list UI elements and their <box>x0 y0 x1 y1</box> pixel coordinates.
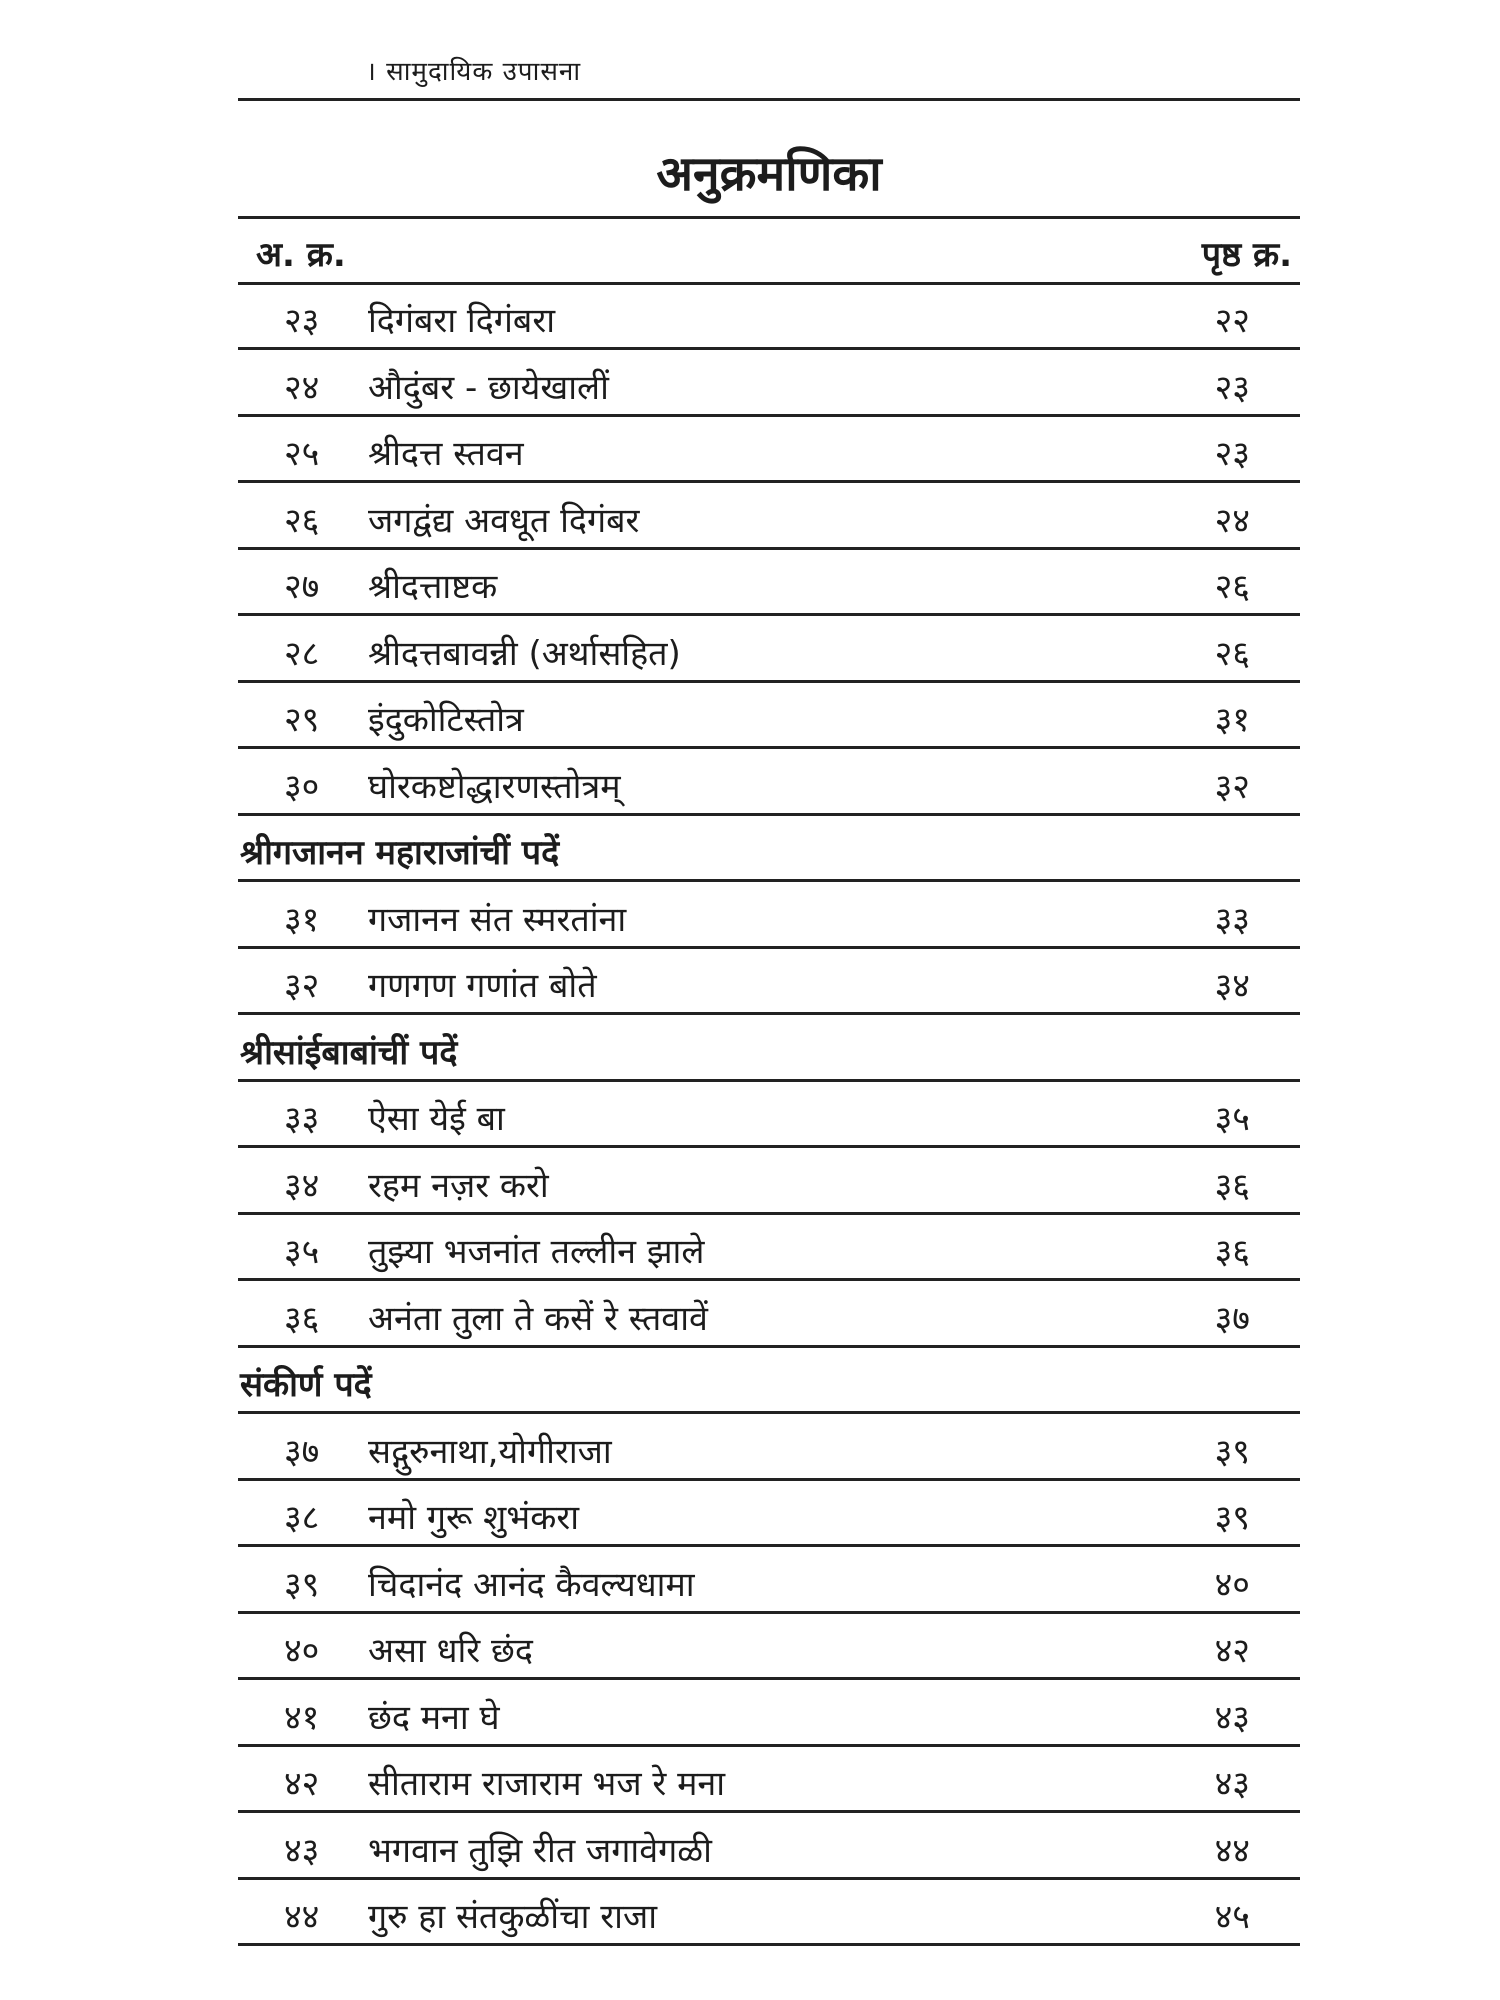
entry-page-number: ४२ <box>1214 1631 1250 1671</box>
entry-title: श्रीदत्ताष्टक <box>368 567 498 607</box>
toc-entry <box>238 1681 1300 1747</box>
entry-page-number: २२ <box>1214 301 1250 341</box>
entry-title: दिगंबरा दिगंबरा <box>368 301 556 341</box>
header-rule <box>238 98 1300 101</box>
serial-column-header: अ. क्र. <box>256 235 346 275</box>
entry-page-number: ३७ <box>1214 1298 1250 1339</box>
toc-entry <box>238 949 1300 1015</box>
entry-number: ३८ <box>284 1498 320 1538</box>
entry-title: गुरु हा संतकुळींचा राजा <box>368 1897 658 1937</box>
entry-title: जगद्वंद्य अवधूत दिगंबर <box>368 500 640 541</box>
entry-title: भगवान तुझि रीत जगावेगळी <box>368 1830 712 1871</box>
entry-number: ३५ <box>284 1232 320 1272</box>
section-heading-label: श्रीगजानन महाराजांचीं पदें <box>240 833 560 873</box>
section-heading <box>238 1016 1300 1082</box>
entry-page-number: ४० <box>1214 1564 1250 1605</box>
entry-number: ३३ <box>284 1099 320 1139</box>
entry-title: नमो गुरू शुभंकरा <box>368 1498 580 1538</box>
entry-page-number: ३६ <box>1214 1165 1250 1206</box>
toc-entry <box>238 1082 1300 1148</box>
toc-entry <box>238 1415 1300 1481</box>
entry-number: ३४ <box>284 1165 320 1206</box>
toc-entry <box>238 1149 1300 1215</box>
entry-number: २६ <box>284 500 320 541</box>
entry-number: ४० <box>284 1631 320 1671</box>
entry-title: गणगण गणांत बोते <box>368 966 597 1006</box>
entry-page-number: ३९ <box>1214 1431 1250 1472</box>
section-heading-label: श्रीसांईबाबांचीं पदें <box>240 1032 458 1073</box>
toc-page <box>238 0 1300 2000</box>
entry-number: २९ <box>284 700 320 740</box>
entry-number: २४ <box>284 367 320 408</box>
toc-entry <box>238 284 1300 350</box>
entry-page-number: २४ <box>1214 500 1250 541</box>
entry-page-number: ३९ <box>1214 1498 1250 1538</box>
entry-number: ३६ <box>284 1298 320 1339</box>
entry-page-number: ३२ <box>1214 766 1250 807</box>
entry-number: ३२ <box>284 966 320 1006</box>
section-heading <box>238 1348 1300 1414</box>
entry-number: २५ <box>284 434 320 474</box>
entry-number: ४४ <box>284 1897 320 1937</box>
entry-title: रहम नज़र करो <box>368 1165 549 1206</box>
toc-entry <box>238 617 1300 683</box>
entry-title: चिदानंद आनंद कैवल्यधामा <box>368 1564 695 1605</box>
entry-title: अनंता तुला ते कसें रे स्तवावें <box>368 1298 708 1339</box>
toc-entry <box>238 1880 1300 1946</box>
toc-entry <box>238 1614 1300 1680</box>
toc-entry <box>238 1481 1300 1547</box>
section-heading-label: संकीर्ण पदें <box>240 1365 372 1405</box>
toc-entry <box>238 1215 1300 1281</box>
entry-title: श्रीदत्त स्तवन <box>368 434 524 474</box>
entry-title: सीताराम राजाराम भज रे मना <box>368 1764 726 1804</box>
entry-number: ३० <box>284 766 320 807</box>
entry-number: ३१ <box>284 899 320 940</box>
entry-page-number: ४३ <box>1214 1764 1250 1804</box>
running-header: । सामुदायिक उपासना <box>366 57 582 87</box>
entry-number: ४१ <box>284 1697 320 1738</box>
entry-page-number: २६ <box>1214 567 1250 607</box>
entry-page-number: ३६ <box>1214 1232 1250 1272</box>
entry-page-number: ३१ <box>1214 700 1250 740</box>
entry-number: ४२ <box>284 1764 320 1804</box>
toc-entry <box>238 883 1300 949</box>
toc-entry <box>238 750 1300 816</box>
entry-title: गजानन संत स्मरतांना <box>368 899 627 940</box>
toc-entry <box>238 1814 1300 1880</box>
page-title: अनुक्रमणिका <box>656 146 882 202</box>
toc-entry <box>238 1282 1300 1348</box>
entry-title: तुझ्या भजनांत तल्लीन झाले <box>368 1232 705 1272</box>
toc-entry <box>238 1548 1300 1614</box>
entry-page-number: ४३ <box>1214 1697 1250 1738</box>
entry-title: इंदुकोटिस्तोत्र <box>368 700 524 740</box>
entry-page-number: ४४ <box>1214 1830 1250 1871</box>
entry-title: औदुंबर - छायेखालीं <box>368 367 609 408</box>
entry-number: ३९ <box>284 1564 320 1605</box>
entry-title: श्रीदत्तबावन्नी (अर्थासहित) <box>368 633 681 674</box>
entry-number: ३७ <box>284 1431 320 1472</box>
entry-number: २८ <box>284 633 320 674</box>
toc-entry <box>238 1747 1300 1813</box>
entry-number: २३ <box>284 301 320 341</box>
entry-page-number: ३३ <box>1214 899 1250 940</box>
entry-page-number: २३ <box>1214 367 1250 408</box>
entry-title: सद्गुरुनाथा,योगीराजा <box>368 1431 612 1472</box>
page-column-header: पृष्ठ क्र. <box>1201 235 1292 275</box>
entry-number: ४३ <box>284 1830 320 1871</box>
toc-entry <box>238 417 1300 483</box>
entry-title: घोरकष्टोद्धारणस्तोत्रम् <box>368 766 621 807</box>
entry-page-number: २३ <box>1214 434 1250 474</box>
entry-title: छंद मना घे <box>368 1697 500 1738</box>
section-heading <box>238 816 1300 882</box>
toc-entry <box>238 484 1300 550</box>
entry-page-number: २६ <box>1214 633 1250 674</box>
entry-page-number: ४५ <box>1214 1897 1250 1937</box>
toc-entry <box>238 683 1300 749</box>
entry-page-number: ३४ <box>1214 966 1250 1006</box>
entry-title: असा धरि छंद <box>368 1631 533 1671</box>
toc-entry <box>238 351 1300 417</box>
entry-title: ऐसा येई बा <box>368 1099 505 1139</box>
entry-page-number: ३५ <box>1214 1099 1250 1139</box>
toc-entry <box>238 550 1300 616</box>
entry-number: २७ <box>284 567 320 607</box>
title-rule <box>238 216 1300 219</box>
